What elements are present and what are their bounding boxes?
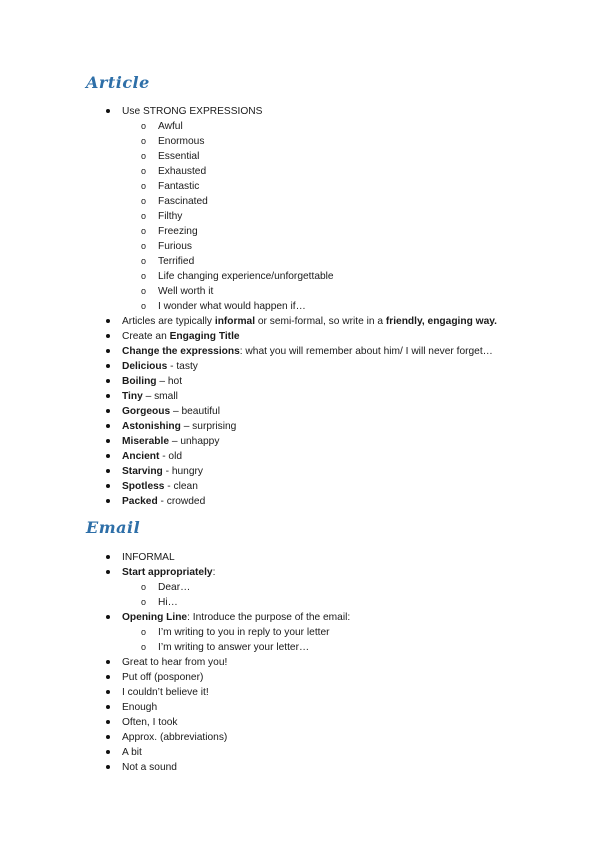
- list-item: Put off (posponer): [0, 670, 350, 685]
- sub-list-item: o Filthy: [141, 211, 183, 222]
- bullet-icon: [106, 109, 110, 113]
- sub-list-item: o Exhausted: [141, 166, 207, 177]
- list-item: Spotless - clean: [0, 479, 497, 494]
- bullet-icon: [106, 750, 110, 754]
- sub-list-item: o Dear…: [141, 582, 191, 593]
- circle-bullet-icon: o: [141, 627, 147, 637]
- list-item: Articles are typically informal or semi-formal, so write in a friendly, engaging way.: [0, 314, 497, 329]
- circle-bullet-icon: o: [141, 241, 147, 251]
- bullet-icon: [106, 319, 110, 323]
- email-heading: Email: [86, 518, 141, 537]
- bullet-icon: [106, 394, 110, 398]
- bullet-icon: [106, 409, 110, 413]
- sub-list-item: o I wonder what would happen if…: [141, 301, 306, 312]
- bullet-icon: [106, 499, 110, 503]
- list-item: Approx. (abbreviations): [0, 730, 350, 745]
- list-item: Delicious - tasty: [0, 359, 497, 374]
- sub-list-item: o Well worth it: [141, 286, 214, 297]
- list-item: Ancient - old: [0, 449, 497, 464]
- list-item: Packed - crowded: [0, 494, 497, 509]
- bullet-icon: [106, 735, 110, 739]
- bullet-icon: [106, 439, 110, 443]
- bullet-icon: [106, 334, 110, 338]
- bullet-icon: [106, 660, 110, 664]
- sub-list-item: o Enormous: [141, 136, 205, 147]
- article-heading: Article: [86, 73, 150, 92]
- sub-list-item: o Fantastic: [141, 181, 200, 192]
- bullet-icon: [106, 364, 110, 368]
- list-item: Boiling – hot: [0, 374, 497, 389]
- circle-bullet-icon: o: [141, 301, 147, 311]
- sub-list-item: o I’m writing to you in reply to your letter: [141, 627, 330, 638]
- circle-bullet-icon: o: [141, 597, 147, 607]
- bullet-icon: [106, 555, 110, 559]
- list-item: I couldn’t believe it!: [0, 685, 350, 700]
- list-item: Opening Line: Introduce the purpose of the email:: [0, 610, 350, 625]
- list-item: Change the expressions: what you will remember about him/ I will never forget…: [0, 344, 497, 359]
- bullet-icon: [106, 570, 110, 574]
- circle-bullet-icon: o: [141, 226, 147, 236]
- bullet-icon: [106, 379, 110, 383]
- list-item: Use STRONG EXPRESSIONS: [0, 104, 497, 119]
- circle-bullet-icon: o: [141, 286, 147, 296]
- circle-bullet-icon: o: [141, 166, 147, 176]
- bullet-icon: [106, 690, 110, 694]
- bullet-icon: [106, 705, 110, 709]
- list-item: Astonishing – surprising: [0, 419, 497, 434]
- bullet-icon: [106, 349, 110, 353]
- list-item: Miserable – unhappy: [0, 434, 497, 449]
- bullet-icon: [106, 720, 110, 724]
- sub-list-item: o Essential: [141, 151, 200, 162]
- bullet-icon: [106, 469, 110, 473]
- circle-bullet-icon: o: [141, 256, 147, 266]
- circle-bullet-icon: o: [141, 136, 147, 146]
- bullet-icon: [106, 615, 110, 619]
- circle-bullet-icon: o: [141, 642, 147, 652]
- circle-bullet-icon: o: [141, 271, 147, 281]
- bullet-icon: [106, 765, 110, 769]
- list-item: Great to hear from you!: [0, 655, 350, 670]
- bullet-icon: [106, 424, 110, 428]
- list-item: Enough: [0, 700, 350, 715]
- list-item: A bit: [0, 745, 350, 760]
- bullet-icon: [106, 454, 110, 458]
- sub-list-item: o Furious: [141, 241, 192, 252]
- list-item: Not a sound: [0, 760, 350, 775]
- list-item: Often, I took: [0, 715, 350, 730]
- list-item: INFORMAL: [0, 550, 350, 565]
- article-list: [0, 104, 497, 509]
- bullet-icon: [106, 675, 110, 679]
- sub-list-item: o Terrified: [141, 256, 195, 267]
- list-item: Starving - hungry: [0, 464, 497, 479]
- sub-list-item: o Fascinated: [141, 196, 208, 207]
- sub-list-item: o Freezing: [141, 226, 198, 237]
- list-item: Create an Engaging Title: [0, 329, 497, 344]
- circle-bullet-icon: o: [141, 121, 147, 131]
- sub-list-item: o Life changing experience/unforgettable: [141, 271, 334, 282]
- list-item: Start appropriately:: [0, 565, 350, 580]
- circle-bullet-icon: o: [141, 582, 147, 592]
- circle-bullet-icon: o: [141, 181, 147, 191]
- bullet-icon: [106, 484, 110, 488]
- circle-bullet-icon: o: [141, 211, 147, 221]
- circle-bullet-icon: o: [141, 151, 147, 161]
- sub-list-item: o Awful: [141, 121, 183, 132]
- circle-bullet-icon: o: [141, 196, 147, 206]
- sub-list-item: o Hi…: [141, 597, 178, 608]
- list-item: Gorgeous – beautiful: [0, 404, 497, 419]
- sub-list-item: o I’m writing to answer your letter…: [141, 642, 310, 653]
- email-list: [0, 550, 350, 775]
- list-item: Tiny – small: [0, 389, 497, 404]
